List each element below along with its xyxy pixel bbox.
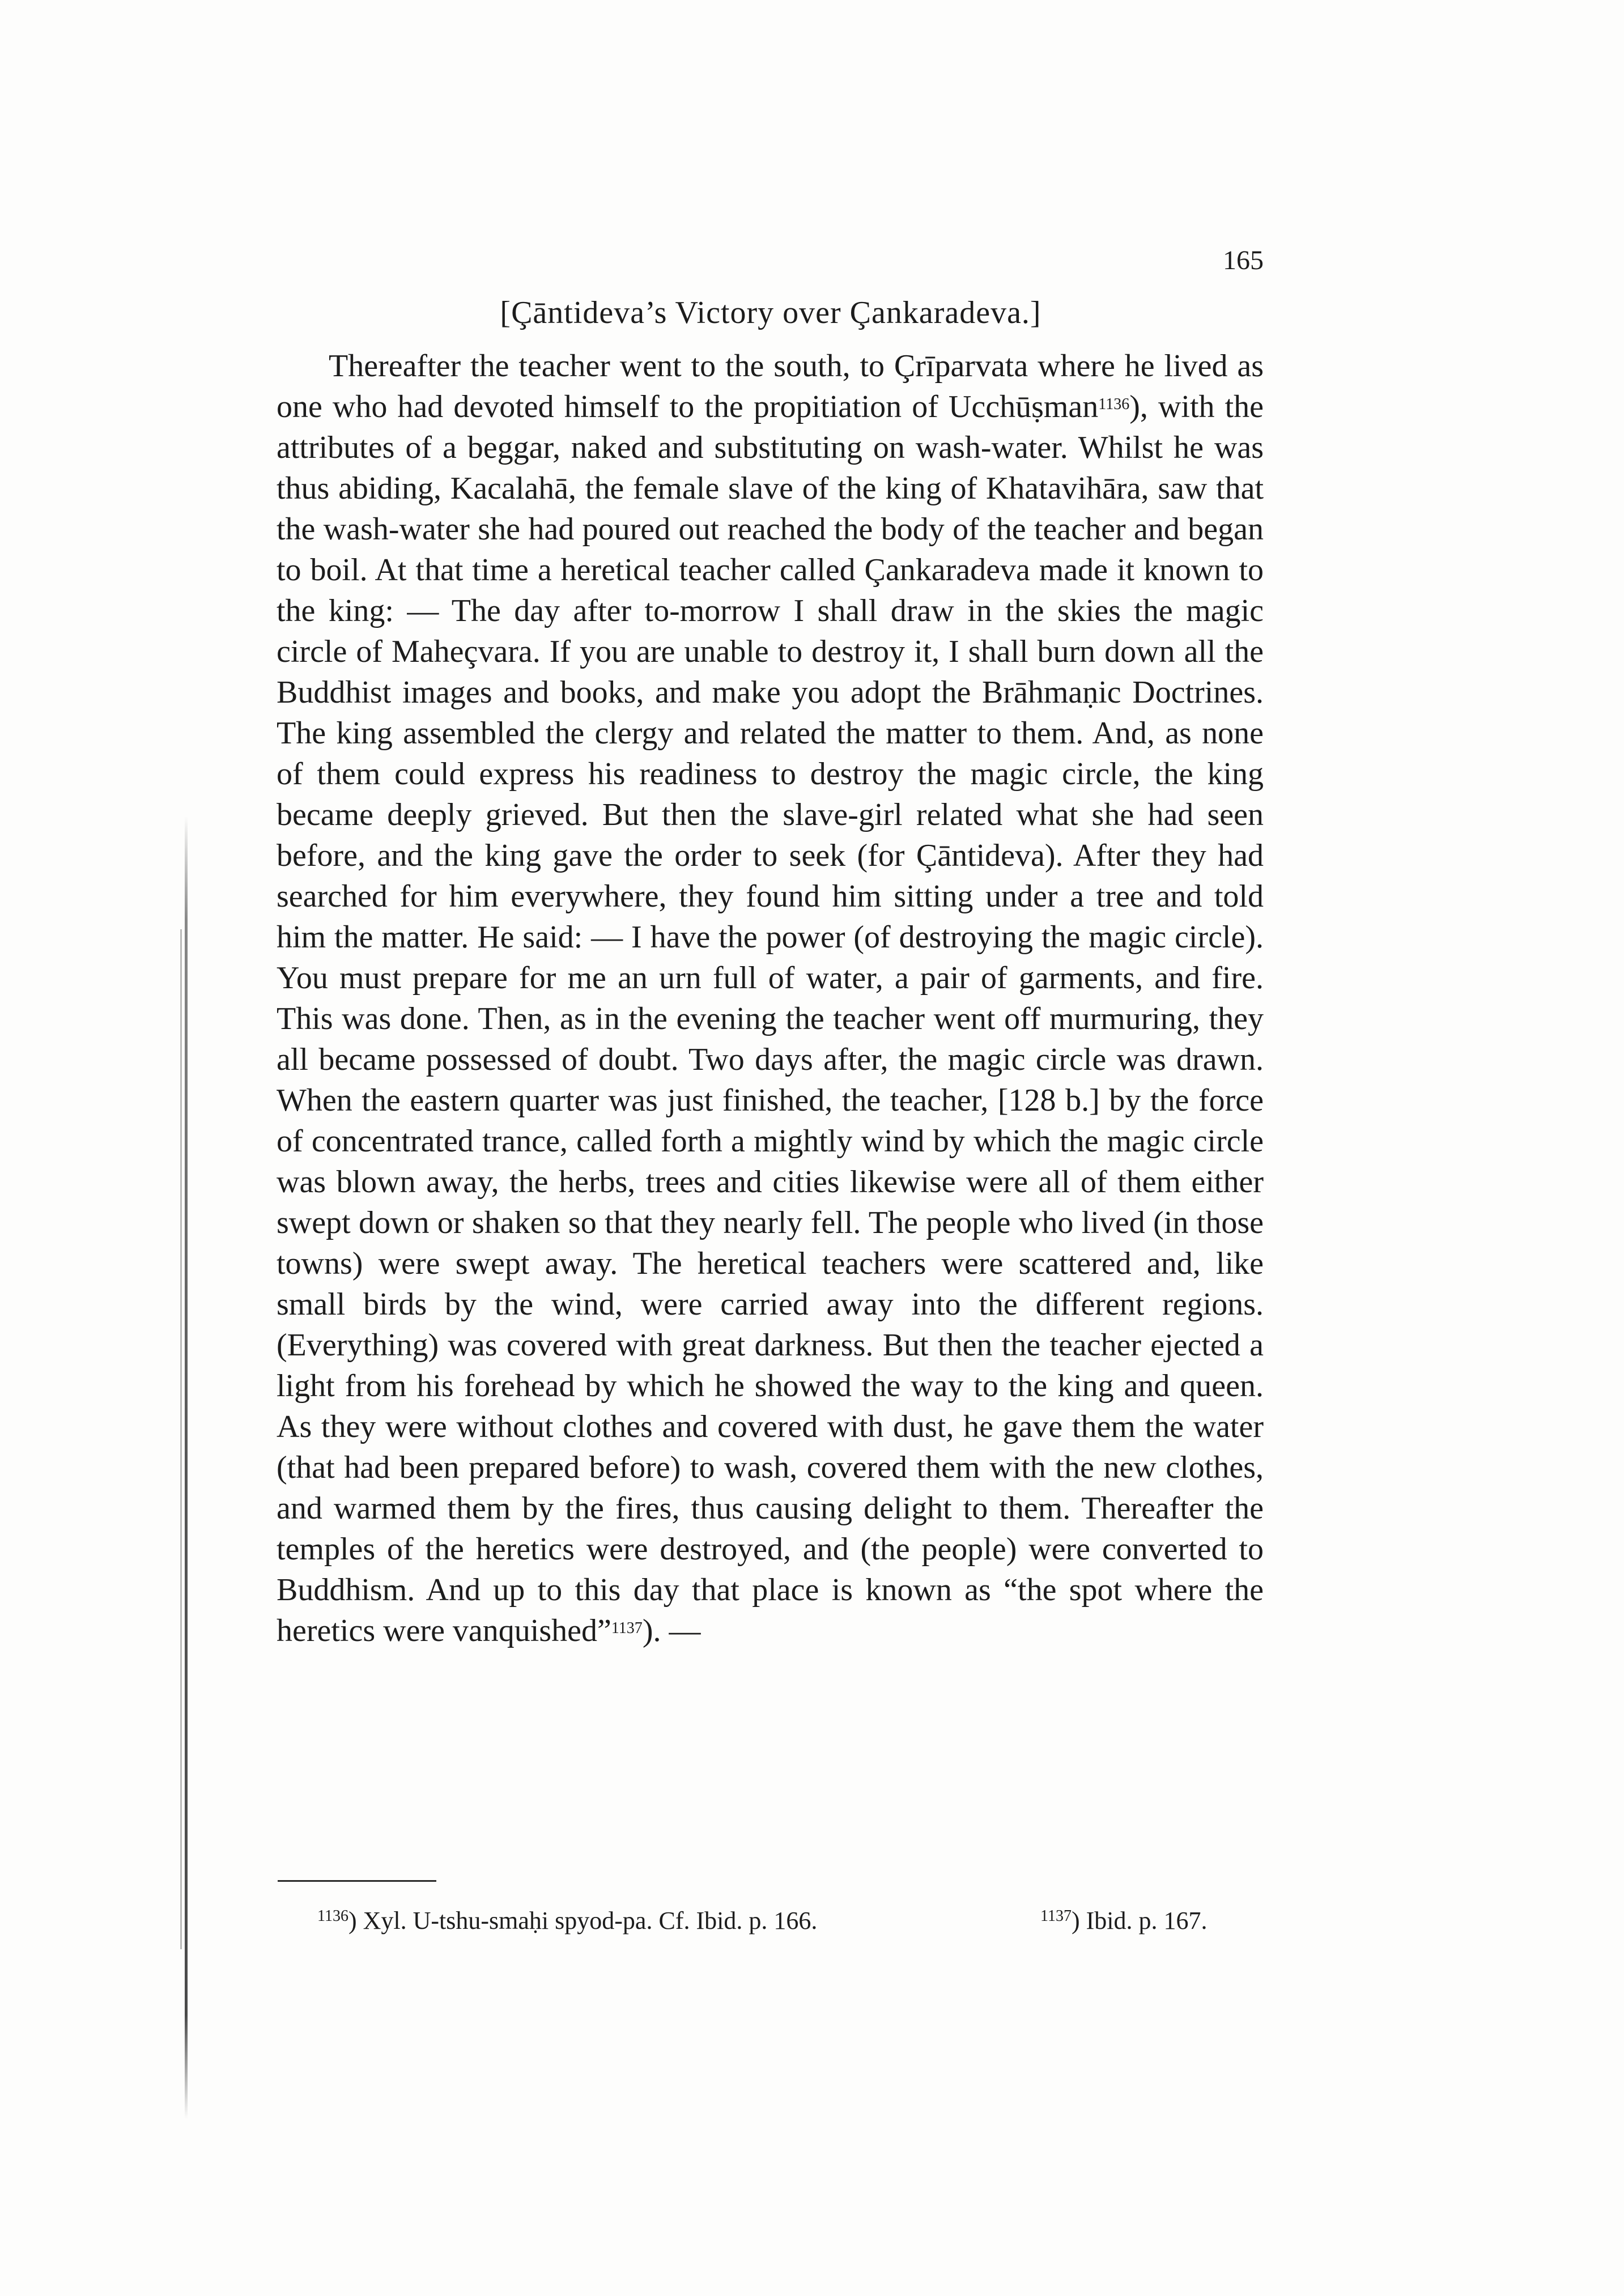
footnote-1136 [317, 1904, 817, 1938]
paragraph-text-end: ). — [642, 1613, 701, 1648]
paragraph-text-middle: ), with the attributes of a beggar, naked and substituting on wash-water. Whilst he was thus abiding, Kacalahā, the female slave of the king of Khatavihāra, saw that the wash-water she had poured out reached the body of the teacher and began to boil. At that time a heretical teacher called Çankaradeva made it known to the king: — The day after to-morrow I shall draw in the skies the magic circle of Maheçvara. If you are unable to destroy it, I shall burn down all the Buddhist images and books, and make you adopt the Brāhmaṇic Doctrines. The king assembled the clergy and related the matter to them. And, as none of them could express his readiness to destroy the magic circle, the king became deeply grieved. But then the slave-girl related what she had seen before, and the king gave the order to seek (for Çāntideva). After they had searched for him everywhere, they found him sitting under a tree and told him the matter. He said: — I have the power (of destroying the magic circle). You must prepare for me an urn full of water, a pair of garments, and fire. This was done. Then, as in the evening the teacher went off murmuring, they all became possessed of doubt. Two days after, the magic circle was drawn. When the eastern quarter was just finished, the teacher, [128 b.] by the force of concentrated trance, called forth a mightly wind by which the magic circle was blown away, the herbs, trees and cities likewise were all of them either swept down or shaken so that they nearly fell. The people who lived (in those towns) were swept away. The heretical teachers were scattered and, like small birds by the wind, were carried away into the different regions. (Everything) was covered with great darkness. But then the teacher ejected a light from his forehead by which he showed the way to the king and queen. As they were without clothes and covered with dust, he gave them the water (that had been prepared before) to wash, covered them with the new clothes, and warmed them by the fires, thus causing delight to them. Thereafter the temples of the heretics were destroyed, and (the people) were converted to Buddhism. And up to this day that place is known as “the spot where the heretics were vanquished” [277, 389, 1264, 1648]
footnote-text: ) Xyl. U-tshu-smaḥi spyod-pa. Cf. Ibid. p. 166. [348, 1907, 818, 1934]
binding-shadow-secondary [180, 929, 182, 1949]
footnote-ref-1136: 1136 [1098, 396, 1130, 413]
binding-shadow [185, 816, 188, 2119]
page-number: 165 [1223, 245, 1264, 275]
footnote-ref-1137: 1137 [611, 1619, 643, 1637]
footnote-text: ) Ibid. p. 167. [1071, 1907, 1208, 1934]
footnote-mark: 1137 [1040, 1907, 1072, 1925]
paragraph-text-start: Thereafter the teacher went to the south, to Çrīparvata where he lived as one who had devoted himself to the propitiation of Ucchūṣman [277, 348, 1264, 424]
footnote-divider [278, 1880, 436, 1882]
section-heading: [Çāntideva’s Victory over Çankaradeva.] [500, 295, 1041, 330]
footnote-mark: 1136 [317, 1907, 348, 1925]
footnote-1137 [1040, 1904, 1208, 1938]
body-paragraph [277, 346, 1264, 1651]
